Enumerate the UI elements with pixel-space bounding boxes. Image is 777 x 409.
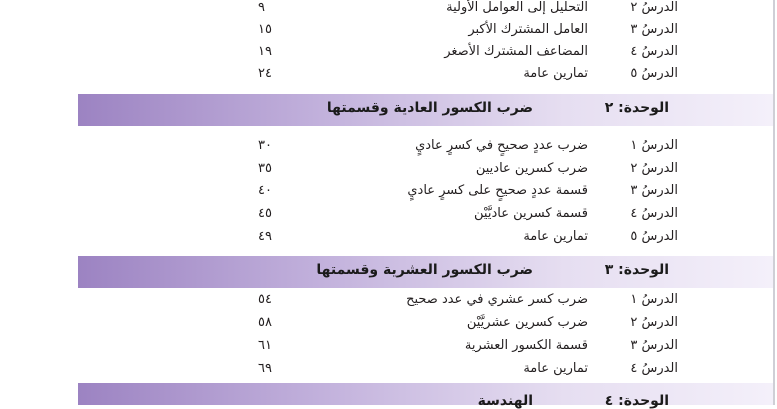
lesson-number: الدرسُ ٢ [630,0,678,15]
lesson-title: ضرب كسرين عاديين [475,161,588,176]
toc-row[interactable] [0,44,777,66]
lesson-title: ضرب كسرين عشريَّيْن [466,315,588,330]
unit-label: الوحدة: ٤ [604,393,669,409]
unit-label: الوحدة: ٢ [604,100,669,116]
lesson-number: الدرسُ ٣ [630,338,678,353]
toc-row[interactable] [0,183,777,205]
page-number: ٩ [258,0,265,15]
lesson-number: الدرسُ ٣ [630,22,678,37]
lesson-number: الدرسُ ٥ [630,66,678,81]
lesson-number: الدرسُ ١ [630,292,678,307]
toc-row[interactable] [0,161,777,183]
lesson-title: العامل المشترك الأكبر [468,22,588,37]
unit-header-2[interactable] [78,94,773,126]
lesson-title: قسمة عددٍ صحيحٍ على كسرٍ عاديٍ [407,183,588,198]
page-number: ٣٥ [258,161,272,176]
lesson-number: الدرسُ ٥ [630,229,678,244]
page-number: ٤٥ [258,206,272,221]
page-number: ٥٤ [258,292,272,307]
toc-row[interactable] [0,338,777,360]
toc-row[interactable] [0,22,777,44]
unit-label: الوحدة: ٣ [604,262,669,278]
page-number: ٢٤ [258,66,272,81]
lesson-title: تمارين عامة [523,361,588,376]
lesson-title: تمارين عامة [523,229,588,244]
lesson-title: ضرب كسر عشري في عدد صحيح [406,292,588,307]
page-number: ٤٩ [258,229,272,244]
lesson-title: ضرب عددٍ صحيحٍ في كسرٍ عاديٍ [415,138,588,153]
page-number: ٤٠ [258,183,272,198]
page-number: ٦٩ [258,361,272,376]
page-number: ١٩ [258,44,272,59]
toc-row[interactable] [0,206,777,228]
toc-row[interactable] [0,0,777,22]
lesson-number: الدرسُ ٤ [630,44,678,59]
unit-header-4[interactable] [78,383,773,409]
lesson-number: الدرسُ ٤ [630,361,678,376]
lesson-number: الدرسُ ٣ [630,183,678,198]
lesson-title: قسمة كسرين عاديَّيْن [474,206,588,221]
lesson-title: قسمة الكسور العشرية [464,338,588,353]
lesson-title: المضاعف المشترك الأصغر [444,44,588,59]
page-number: ٣٠ [258,138,272,153]
toc-row[interactable] [0,292,777,314]
unit-title: ضرب الكسور العادية وقسمتها [326,100,533,116]
toc-row[interactable] [0,315,777,337]
page-number: ١٥ [258,22,272,37]
toc-row[interactable] [0,66,777,88]
unit-header-3[interactable] [78,256,773,288]
toc-row[interactable] [0,138,777,160]
toc-row[interactable] [0,361,777,383]
page-number: ٦١ [258,338,272,353]
lesson-number: الدرسُ ٢ [630,315,678,330]
lesson-number: الدرسُ ٤ [630,206,678,221]
lesson-number: الدرسُ ٢ [630,161,678,176]
unit-title: الهندسة [477,393,533,409]
toc-row[interactable] [0,229,777,251]
lesson-title: التحليل إلى العوامل الأولية [446,0,588,15]
lesson-title: تمارين عامة [523,66,588,81]
lesson-number: الدرسُ ١ [630,138,678,153]
unit-title: ضرب الكسور العشرية وقسمتها [316,262,533,278]
page-number: ٥٨ [258,315,272,330]
